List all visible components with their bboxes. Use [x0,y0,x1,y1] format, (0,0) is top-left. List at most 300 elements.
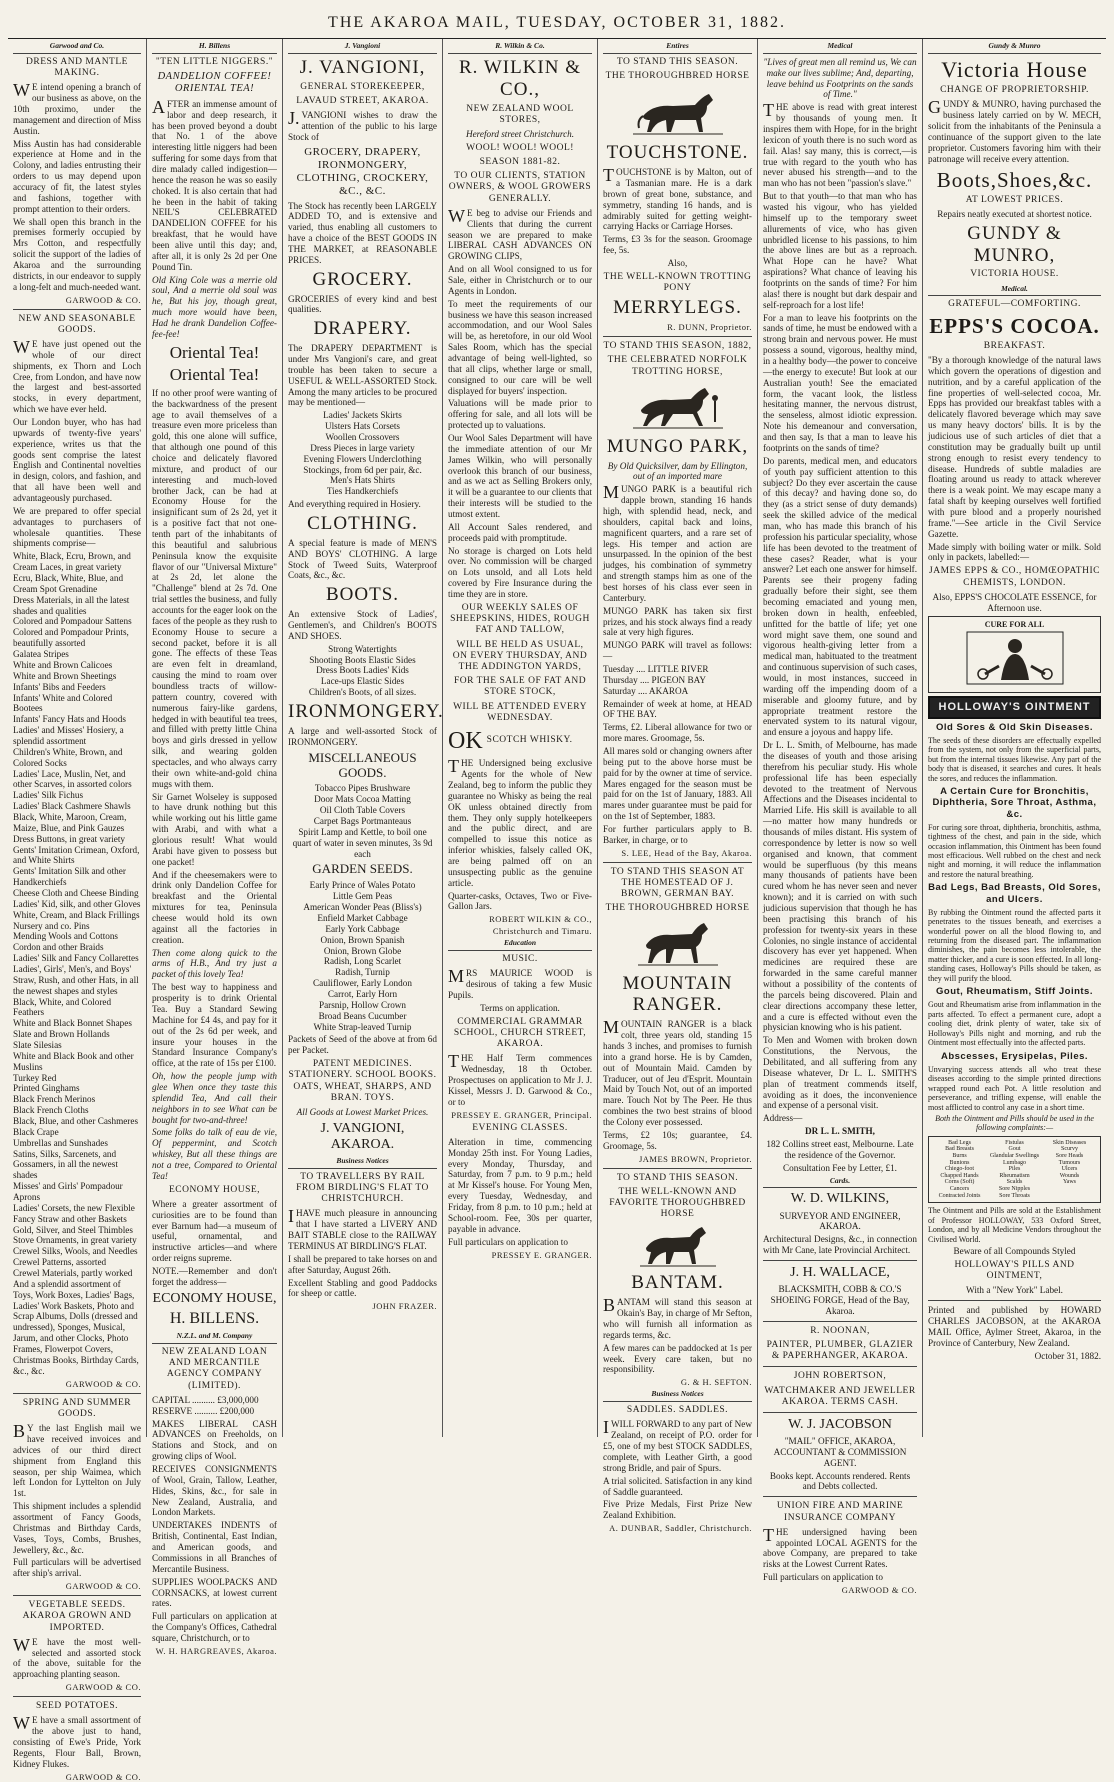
ad-text: SURVEYOR AND ENGINEER, AKAROA. [779,1210,901,1232]
ad-text: The DRAPERY DEPARTMENT is under Mrs Vangioni's care, and great trouble has been taken to secure a USEFUL & WELL-ASSORTED Stock. Among the many articles to be procured may be mentioned— [288,343,437,408]
list-item: White and Black Bonnet Shapes [13,1018,132,1029]
list-item: Ladies' Silk and Fancy Collarettes [13,953,139,964]
list-item: Printed Ginghams [13,1083,80,1094]
list-item: Misses' and Girls' Pompadour Aprons [13,1181,123,1203]
display-title: ECONOMY HOUSE, [152,1290,277,1306]
ad-signature: G. & H. SEFTON. [680,1377,752,1388]
ad-heading: VEGETABLE SEEDS. AKAROA GROWN AND IMPORTED. [22,1600,132,1633]
ad-text: TOUCHSTONE is by Malton, out of a Tasmanian mare. He is a dark brown of great bone, substance, and symmetry, standing 16 hands, and is admirably suited for getting weight-carrying Hacks or Carriage Horses. [603,165,752,232]
complaint-item: Fistulas [1005,1139,1024,1146]
list-item: White, Cream, and Black Frillings [13,909,140,920]
list-item: Gold, Silver, and Steel Thimbles [13,1224,133,1235]
list-item: Crewel Materials, partly worked [13,1268,133,1279]
ad-text: This shipment includes a splendid assortment of Fancy Goods, Christmas and Birthday Cards, Vases, Toys, Combs, Brushes, Jewellery, &c., &c. [13,1501,141,1555]
list-item: Shooting Boots Elastic Sides [309,654,416,665]
column-header: R. Wilkin & Co. [448,41,592,54]
list-item: Cordon and other Braids [13,942,104,953]
ad-heading: DRESS AND MANTLE MAKING. [26,56,128,79]
list-item: Tuesday .... LITTLE RIVER [603,664,709,675]
travel-schedule [603,664,752,697]
section-header: Medical. [928,284,1101,297]
list-item: White and Black Book and other Muslins [13,1050,134,1072]
ad-heading: THE WELL-KNOWN AND FAVORITE THOROUGHBRED HORSE [609,1186,746,1220]
list-item: Ladies', Girls', Men's, and Boys' Straw, Rush, and other Hats, in all the newest shapes and styles [13,963,139,996]
display-title: IRONMONGERY. [288,701,444,722]
complaint-item: Rheumatism [999,1172,1030,1179]
seated-figure-icon [965,630,1065,686]
display-title: MUNGO PARK, [606,435,749,457]
list-item: Ladies' Silk Fichus [13,790,84,801]
ad-heading: WOOL! WOOL! WOOL! [466,142,574,153]
list-item: Crewel Patterns, assorted [13,1257,107,1268]
list-item: Spirit Lamp and Kettle, to boil one quart of water in seven minutes, 3s 9d each [292,826,433,859]
list-item: Fancy Straw and other Baskets [13,1213,127,1224]
ad-text: No storage is charged on Lots held over. No commission will be charged on Lots unsold, and all Lots held covered by Fire Insurance during the time they are in store. [448,545,592,600]
ad-text: J.VANGIONI wishes to draw the attention of the public to his large Stock of [288,108,437,142]
list-item: Black, White, and Colored Feathers [13,996,112,1018]
ad-text: Full particulars on application to [763,1572,883,1583]
ad-text: And if the cheesemakers were to drink only Dandelion Coffee for breakfast and the Oriental mixtures for tea, Peninsula cheese would hold its own against all the factories in creation. [152,869,277,945]
list-item: Little Gem Peas [332,891,393,902]
display-title: J. VANGIONI, [299,56,426,78]
display-title: CLOTHING. [307,513,418,534]
ad-signature: GARWOOD & CO. [65,294,141,305]
ad-heading: "TEN LITTLE NIGGERS." [155,56,274,67]
capital-line: CAPITAL .......... £3,000,000 [152,1394,259,1405]
column-gundy-munro [923,39,1106,1437]
display-title: W. J. JACOBSON [788,1416,892,1432]
ad-heading: TO STAND THIS SEASON, 1882, [603,341,752,352]
display-title: MOUNTAIN RANGER. [622,972,733,1016]
ad-text: Made simply with boiling water or milk. Sold only in packets, labelled:— [928,541,1101,563]
complaint-item: Glandular Swellings [989,1153,1040,1160]
ad-text: MUNGO PARK has taken six first prizes, and his stock always find a ready sale at very high figures. [603,605,752,638]
ad-heading: JOHN ROBERTSON, [793,1371,887,1382]
ad-text: Consultation Fee by Letter, £1. [783,1162,897,1173]
ad-heading: JAMES EPPS & CO., HOMŒOPATHIC CHEMISTS, LONDON. [929,566,1100,588]
display-title: W. D. WILKINS, [790,1191,890,1207]
ad-heading: Old Sores & Old Skin Diseases. [935,721,1094,733]
list-item: Woollen Crossovers [325,431,400,442]
ad-text: But to that youth—to that man who has wasted his vigour, who has yielded himself up to the temporary sweet allurements of vice, who has given unbridled license to his passions, to him the above lines are but as a reproach. What Hope can he have? What aspirations? What chance of leaving his footprints on the sands of time? For him alas! there is nought but dark despair and self-reproach for a lost life! [763,191,917,310]
ad-text: BANTAM will stand this season at Okain's Bay, in charge of Mr Sefton, who will furnish all information as regards terms, &c. [603,1295,752,1340]
ad-text: An extensive Stock of Ladies', Gentlemen's, and Children's BOOTS AND SHOES. [288,609,437,641]
display-title: J. H. WALLACE, [790,1265,890,1281]
ad-text: AFTER an immense amount of labor and deep research, it has been proved beyond a doubt that No. 1 of the above interesting little niggers had been suffering for some days from that dire malady called indigestion—hence the reason he was so easily choked. It is also certain that had he been in the habit of taking NEIL'S CELEBRATED DANDELION COFFEE for his breakfast, that he would have been alive until this day; and, after all, it is only 2s 2d per One Pound Tin. [152,96,277,272]
list-item: Children's Boots, of all sizes. [308,687,417,698]
complaint-item: Sore Heads [1055,1153,1084,1160]
ad-text: Terms, £2. Liberal allowance for two or more mares. Groomage, 5s. [603,722,752,744]
list-item: Lace-ups Elastic Sides [320,676,405,687]
ad-text: RECEIVES CONSIGNMENTS of Wool, Grain, Tallow, Leather, Hides, Skins, &c., for sale in New Zealand, Australia, and London Markets. [152,1464,277,1518]
complaints-column [987,1140,1042,1199]
ad-heading: NEW ZEALAND LOAN AND MERCANTILE AGENCY COMPANY (LIMITED). [161,1347,268,1391]
ad-heading: THE WELL-KNOWN TROTTING PONY [603,271,752,294]
list-item: Tobacco Pipes Brushware [314,783,411,794]
complaint-item: Piles [1008,1166,1021,1173]
ad-heading: GRATEFUL—COMFORTING. [948,299,1081,310]
ad-text: All Account Sales rendered, and proceeds paid with promptitude. [448,521,592,543]
list-item: Broad Beans Cucumber [318,1010,407,1021]
list-item: Crewel Silks, Wools, and Needles [13,1246,138,1257]
list-item: Galatea Stripes [13,649,69,660]
goods-list [13,551,141,1376]
boots-list [288,644,437,698]
ad-heading: NEW ZEALAND WOOL STORES, [466,103,574,125]
ad-text: SUPPLIES WOOLPACKS AND CORNSACKS, at lowest current rates. [152,1576,277,1609]
ad-text: Valuations will be made prior to offering for sale, and all lots will be protected up to valuations. [448,398,592,431]
list-item: And a splendid assortment of Toys, Work Boxes, Ladies' Bags, Ladies' Work Baskets, Photo and Scrap Albums, Dolls (dressed and undressed), Sponges, Musical, Jarum, and other Clocks, Photo Frames, Flowerpot Covers, Christmas Books, Birthday Cards, &c., &c. [13,1278,139,1376]
ad-text: To meet the requirements of our business we have this season increased accommodation, and our Wool Sales will be, as heretofore, in our old Wool Sales Room, which has the special advantage of being well-lighted, so that all clips, whether large or small, consigned to our care will be well displayed for buyers' inspection. [448,298,592,396]
ad-text: WE intend opening a branch of our business as above, on the 10th proximo, under the management and direction of Miss Austin. [13,80,141,136]
display-title: TOUCHSTONE. [606,142,749,164]
misc-list [288,783,437,859]
ad-text: WE have the most well-selected and assorted stock of the above, suitable for the approaching planting season. [13,1634,141,1680]
column-header: Gundy & Munro [928,41,1101,54]
ad-text: MRS MAURICE WOOD is desirous of taking a few Music Pupils. [448,966,592,1001]
list-item: Umbrellas and Sunshades [13,1137,108,1148]
ad-heading: ECONOMY HOUSE, [168,1184,261,1195]
ad-text: THE Undersigned being exclusive Agents for the whole of New Zealand, beg to inform the public they guarantee no Whisky as being the real OK unless obtained directly from them. They only supply hotelkeepers and the public direct, and are compelled to issue this notice as inferior whiskies, falsely called OK, are being palmed off on an unsuspecting public as the genuine article. [448,756,592,888]
display-title: Oriental Tea! [169,365,260,385]
ad-text: For further particulars apply to B. Barker, in charge, or to [603,824,752,845]
column-billens [147,39,283,1656]
ad-heading: SEASON 1881-82. [479,157,561,167]
complaint-item: Skin Diseases [1052,1139,1087,1146]
list-item: Ecru, Black, White, Blue, and Cream Spot Grenadine [13,573,124,594]
ad-address: Hereford street Christchurch. [465,128,575,139]
list-item: Ladies' and Misses' Hosiery, a splendid assortment [13,725,124,746]
complaint-item: Sore Throats [999,1192,1030,1199]
display-title: GROCERY. [312,268,413,290]
columns [8,39,1106,1782]
complaints-column [932,1140,987,1199]
complaint-item: Scalds [1006,1179,1023,1186]
ad-text: The Stock has recently been LARGELY ADDED TO, and is extensive and varied, thus enabling all customers to have a choice of the BEST GOODS IN THE MARKET, at REASONABLE PRICES. [288,200,437,265]
list-item: Strong Watertights [328,643,397,654]
ad-signature: JOHN FRAZER. [372,1301,437,1312]
ad-heading: MUSIC. [502,954,538,965]
ad-text: The seeds of these disorders are effectually expelled from the system, not only from the superficial parts, but from the internal tissues likewise. Any part of the body that is diseased, it searches and cures. It heals the sores, and reduces the inflammation. [928,735,1101,783]
list-item: Children's White, Brown, and Colored Socks [13,746,123,768]
masthead: THE AKAROA MAIL, TUESDAY, OCTOBER 31, 1882. [8,8,1106,39]
complaints-column [1042,1140,1097,1199]
display-title: BANTAM. [631,1272,724,1294]
ad-heading: TO OUR CLIENTS, STATION OWNERS, & WOOL GROWERS GENERALLY. [448,171,592,204]
ad-heading: TO STAND THIS SEASON AT THE HOMESTEAD OF J. BROWN, GERMAN BAY. [610,866,745,900]
ad-text: "MAIL" OFFICE, AKAROA, ACCOUNTANT & COMMISSION AGENT. [773,1436,907,1468]
column-entires [598,39,758,1534]
list-item: White and Brown Sheetings [13,670,117,681]
ad-heading: LAVAUD STREET, AKAROA. [296,95,429,106]
list-item: Early Prince of Wales Potato [309,880,416,891]
complaint-item: Sore Nipples [998,1186,1031,1193]
list-item: Infants' White and Colored Bootees [13,692,113,714]
ad-heading: A Certain Cure for Bronchitis, Diphtheria, Sore Throat, Asthma, &c. [932,786,1097,820]
list-item: Satins, Silks, Sarcenets, and Gossamers, in all the newest shades [13,1148,118,1181]
column-header: Entires [603,41,752,54]
ad-signature: S. LEE, Head of the Bay, Akaroa. [621,847,752,858]
ad-heading: TO STAND THIS SEASON. [616,1172,739,1183]
column-medical [758,39,923,1595]
ad-signature: Christchurch and Timaru. [492,926,592,937]
list-item: Black, Blue, and other Cashmeres [13,1116,139,1127]
list-item: Enfield Market Cabbage [317,912,408,923]
column-header: Garwood and Co. [13,41,141,54]
ad-heading: OUR WEEKLY SALES OF SHEEPSKINS, HIDES, ROUGH FAT AND TALLOW, [450,602,590,636]
ad-text: For a man to leave his footprints on the sands of time, he must be endowed with a strong brain and nervous power. He must possess a sound, vigorous, healthy mind, in a healthy body—the power to conceive—the energy to execute! But look at our Australian youth! See the emaciated form, the vacant look, the listless hesitating manner, the nervous distrust, the senseless, almost idiotic expression. Note his demeanour and conversation, and then say, Is that a man to leave his footprints on the sands of time? [763,312,917,453]
display-title: BOOTS. [325,584,400,606]
display-title: OK [448,727,483,754]
list-item: Carrot, Early Horn [327,988,398,999]
complaint-item: Contracted Joints [938,1192,981,1199]
ad-heading: DANDELION COFFEE! ORIENTAL TEA! [157,71,272,95]
list-item: Parsnip, Hollow Crown [318,999,407,1010]
ad-text: Excellent Stabling and good Paddocks for sheep or cattle. [288,1277,437,1299]
section-header: Education [448,938,592,951]
horse-illustration-icon [640,1224,716,1268]
ad-heading: VICTORIA HOUSE. [970,269,1059,280]
display-title: GUNDY & MUNRO, [967,222,1062,266]
list-item: Cheese Cloth and Cheese Binding [13,887,139,898]
display-title: J. VANGIONI, AKAROA. [320,1120,405,1152]
ad-heading: Abscesses, Erysipelas, Piles. [940,1050,1089,1062]
ad-text: Repairs neatly executed at shortest notice. [937,208,1092,219]
column-vangioni [283,39,443,1437]
list-item: White, Black, Ecru, Brown, and Cream Laces, in great variety [13,551,131,573]
ad-text: Full particulars will be advertised after ship's arrival. [13,1557,141,1579]
column-garwood [8,39,147,1782]
display-title: MISCELLANEOUS GOODS. [308,749,417,780]
complaint-item: Chiego-foot [945,1166,974,1173]
ad-text: WE have just opened out the whole of our direct shipments, ex Thorn and Loch Cree, from London, and have now the largest and best-assorted stocks, in every department, which we have ever held. [13,337,141,415]
complaint-item: Scurvy [1061,1146,1078,1153]
list-item: Thursday .... PIGEON BAY [603,674,707,685]
complaint-item: Bunions [949,1159,970,1166]
ad-text: Packets of Seed of the above at from 6d per Packet. [288,1034,437,1056]
list-item: Black French Cloths [13,1105,89,1116]
emblem-caption: CURE FOR ALL [984,620,1045,630]
ad-heading: UNION FIRE AND MARINE INSURANCE COMPANY [776,1501,904,1523]
ad-heading: R. NOONAN, [810,1325,870,1336]
ad-text: Address— [763,1113,803,1124]
list-item: Infants' Fancy Hats and Hoods [13,714,126,725]
ad-text: Gout and Rheumatism arise from inflammation in the parts affected. To effect a permanent cure, adopt a cooling diet, drink plenty of water, take six of Holloway's Pills night and morning, and rub the Ointment most effectually into the affected parts. [928,1000,1101,1048]
list-item: Infants' Bibs and Feeders [13,681,106,692]
ad-heading: CHANGE OF PROPRIETORSHIP. [940,85,1089,96]
display-title: DRAPERY. [313,318,412,340]
ad-text: Do parents, medical men, and educators of youth pay sufficient attention to this subject? Do they ever ascertain the cause of this decay? and having done so, do they (as a strict sense of duty demands) seek the skilled advice of the medical man, who has made this branch of his profession his particular speciality, whose life has been devoted to the treatment of these cases? Reader, what is your answer? Let each one answer for himself. Parents see their progeny fading gradually before their sight, see them becoming emaciated and young men, broken down in health, enfeebled, unfitted for the battle of life; yet one word might save them, one sound and vigorous health-giving letter from a medical man, habituated to the treatment and continuous supervision of such cases, would, in most instances, succeed in warding off the impending doom of a miserable and gloomy future, and by appropriate treatment restore the enervated system to its natural vigour, and ensure a joyous and happy life. [763,455,917,738]
ad-text: THE undersigned having been appointed LOCAL AGENTS for the above Company, are prepared to take risks at the Lowest Current Rates. [763,1524,917,1570]
ad-heading: HOLLOWAY'S PILLS AND OINTMENT, [954,1259,1075,1282]
ad-text: With a "New York" Label. [966,1285,1063,1296]
ad-text: Dr L. L. Smith, of Melbourne, has made the diseases of youth and those arising therefrom his peculiar study. His whole professional life has been especially devoted to the treatment of Nervous Affections and the Diseases incidental to Married Life. His skill is available to all—no matter how many hundreds or thousands of miles distant. His system of correspondence by letter is now so well organised and known, that comment would be superfluous (by this means many thousands of patients have been cured whom he has never seen and never known); and it is carried on with such judicious supervision that though he has been practising this branch of his profession for twenty-six years in these Colonies, no single instance of accidental discovery has ever yet happened. When medicines are required these are forwarded in the same careful manner without a possibility of the contents of the parcels being discovered. Plain and clear directions accompany these letter, and a cure is effected without even the physician knowing who is his patient. [763,740,917,1033]
list-item: Black French Merinos [13,1094,96,1105]
list-item: Black Crape [13,1126,59,1137]
ad-heading: SCOTCH WHISKY. [486,735,573,746]
complaint-item: Tumours [1058,1159,1081,1166]
ad-text: Miss Austin has had considerable experience at Home and in the Colony, and ladies entrusting their orders to us may depend upon accuracy of fit, the latest styles and fashions, together with prompt attention to their orders. [13,138,141,214]
list-item: Colored and Pompadour Prints, beautifully assorted [13,627,129,649]
ad-text: All mares sold or changing owners after being put to the above horse must be paid for by the owner at time of service. Mares engaged for the season must be paid for on the 1st of January, 1883. All mares under guarantee must be paid for on the 1st of September, 1883. [603,746,752,822]
list-item: Slate and Brown Hollands [13,1029,110,1040]
list-item: Ladies' Lace, Muslin, Net, and other Scarves, in assorted colors [13,768,132,790]
complaints-table [928,1136,1101,1203]
list-item: Turkey Red [13,1072,57,1083]
list-item: Ladies' Black Cashmere Shawls [13,801,131,812]
list-item: Stockings, from 6d per pair, &c. [303,464,422,475]
ad-text: Where a greater assortment of curiosities are to be found than ever Barnum had—a museum of useful, ornamental, and instructive articles—and where order reigns supreme. [152,1198,277,1264]
ad-text: Books kept. Accounts rendered. Rents and Debts collected. [769,1470,911,1492]
ad-heading: Gout, Rheumatism, Stiff Joints. [936,986,1093,998]
ad-text: To Men and Women with broken down Constitutions, the Nervous, the Debilitated, and all suffering from any Disease whatever, Dr L. L. SMITH'S plan of treatment commends itself, avoiding as it does, the inconvenience and expense of a personal visit. [763,1035,917,1111]
list-item: Ties Handkerchiefs [326,486,399,497]
horse-illustration-icon [638,919,718,969]
list-item: Dress Boots Ladies' Kids [316,665,409,676]
ad-signature: GARWOOD & CO. [65,1378,141,1389]
list-item: Colored and Pompadour Sattens [13,616,132,627]
ad-heading: THE THOROUGHBRED HORSE [605,903,750,914]
ad-heading: EVENING CLASSES. [472,1122,568,1133]
ad-text: Also, EPPS'S CHOCOLATE ESSENCE, for Afternoon use. [932,591,1097,613]
ad-heading: THE CELEBRATED NORFOLK TROTTING HORSE, [607,355,748,377]
list-item: Radish, Long Scarlet [323,956,402,967]
ad-signature: R. DUNN, Proprietor. [667,322,752,333]
ad-text: Full particulars on application to [448,1236,568,1247]
ad-signature: GARWOOD & CO. [65,1771,141,1782]
complaint-item: Bad Breasts [945,1146,974,1153]
ad-heading: AT LOWEST PRICES. [965,194,1064,205]
list-item: Dress Materials, in all the latest shades and qualities [13,594,130,616]
ad-text: By Old Quicksilver, dam by Ellington, out of an imported mare [607,460,748,482]
ad-text: Quarter-casks, Octaves, Two or Five-Gallon Jars. [448,890,592,912]
seeds-list [288,880,437,1032]
verse: "Lives of great men all remind us, We can make our lives sublime; And, departing, leave behind us Footprints on the sands of Time." [763,56,917,100]
list-item: Door Mats Cocoa Matting [314,794,411,805]
ad-text: BY the last English mail we have received invoices and advices of our third direct shipment from England this season, per ship Waimea, which left London for Lyttelton on July 1st. [13,1421,141,1499]
ad-text: IHAVE much pleasure in announcing that I have started a LIVERY AND BAIT STABLE close to the RAILWAY TERMINUS AT BIRDLING'S FLAT. [288,1206,437,1252]
list-item: White and Brown Calicoes [13,659,113,670]
ad-text: By rubbing the Ointment round the affected parts it penetrates to the tissues beneath, and exercises a wonderful power on all the blood flowing to, and returning from the diseased part. The inflammation diminishes, the pain becomes less intolerable, the matter thicker, and a cure is soon effected. In all long-standing cases, Holloway's Pills should be taken, as they will purify the blood. [928,907,1101,983]
ad-heading: GROCERY, DRAPERY, IRONMONGERY, CLOTHING, CROCKERY, &C., &C. [296,145,429,197]
reserve-line: RESERVE .......... £200,000 [152,1405,255,1416]
display-title: Boots,Shoes,&c. [936,167,1093,192]
complaint-item: Corns (Soft) [944,1179,975,1186]
section-header: Business Notices [603,1389,752,1402]
ad-text: GROCERIES of every kind and best qualities. [288,293,437,315]
list-item: Cauliflower, Early London [313,978,412,989]
ad-text: Our Wool Sales Department will have the immediate attention of our Mr James Wilkin, who will personally overlook this branch of our business, and as we act as Selling Brokers only, it will be a guarantee to our clients that their interests will be studied to the utmost extent. [448,433,592,520]
ad-heading: BREAKFAST. [983,340,1046,351]
ad-text: Terms on application. [480,1002,560,1013]
ad-text: A large and well-assorted Stock of IRONMONGERY. [288,725,437,747]
ad-text: The best way to happiness and prosperity is to drink Oriental Tea. Buy a Standard Sewing Machine for £4 4s, and pay for it out of the 2s 6d per week, and insure your houses in the Standard Insurance Company's office, at the rate of 15s per £100. [152,982,277,1069]
ad-signature: A. DUNBAR, Saddler, Christchurch. [609,1523,752,1534]
list-item: Oil Cloth Table Covers [319,805,406,816]
ad-text: NOTE.—Remember and don't forget the address— [152,1266,277,1287]
ad-text: WE have a small assortment of the above just to hand, consisting of Ewe's Pride, York Regents, Flour Ball, Brown, Kidney Flukes. [13,1713,141,1769]
complaint-item: Burns [952,1153,967,1160]
ad-text: Remainder of week at home, at HEAD OF THE BAY. [603,698,752,720]
imprint: Printed and published by HOWARD CHARLES JACOBSON, at the AKAROA MAIL Office, Aylmer Street, Akaroa, in the Province of Canterbury, New Zealand. [928,1305,1101,1348]
ad-text: MAKES LIBERAL CASH ADVANCES on Freeholds, on Stations and Stock, and on growing clips of Wool. [152,1418,277,1462]
ad-heading: PAINTER, PLUMBER, GLAZIER & PAPERHANGER, AKAROA. [766,1339,914,1362]
ad-text: Alteration in time, commencing Monday 25th inst. For Young Ladies, every Monday, Thursday, and Saturday, from 7 p.m. to 9 p.m.; held at Mr Kissel's house. For Young Men, every Tuesday, Wednesday, and Friday, from 8 p.m. to 10 p.m.; held at School-room. Fee, 30s per quarter, payable in advance. [448,1136,592,1234]
imprint-date: October 31, 1882. [1034,1350,1101,1361]
ad-text: I shall be prepared to take horses on and after Saturday, August 26th. [288,1253,437,1275]
column-header: H. Billens [152,41,277,54]
display-title: MERRYLEGS. [613,297,742,319]
section-header: Cards. [763,1176,917,1189]
ad-text: Terms, £3 3s for the season. Groomage fee, 5s. [603,234,752,256]
display-title: GARDEN SEEDS. [312,861,413,877]
complaint-item: Ulcers [1061,1166,1078,1173]
column-wilkin [443,39,598,1437]
ad-text: And everything required in Hosiery. [288,499,421,510]
column-header: J. Vangioni [288,41,437,54]
ad-heading: WILL BE ATTENDED EVERY WEDNESDAY. [453,701,587,723]
holloway-emblem [928,616,1101,692]
list-item: Onion, Brown Globe [323,945,402,956]
complaint-item: Bad Legs [948,1139,971,1146]
list-item: Onion, Brown Spanish [320,934,405,945]
ad-text: Sir Garnet Wolseley is supposed to have drunk nothing but this while working out his little game with Arabi, and with what a glorious result! What would Arabi have given to possess but one packet! [152,791,277,867]
ad-signature: JAMES BROWN, Proprietor. [638,1153,752,1164]
ad-text: UNDERTAKES INDENTS of British, Continental, East Indian, and American goods, and Commissions in all Branches of Mercantile Business. [152,1520,277,1574]
list-item: Ulsters Hats Corsets [324,421,401,432]
ad-signature: W. H. HARGREAVES, Akaroa. [155,1645,277,1656]
verse: Oh, how the people jump with glee When once they taste this splendid Tea, And call their neighbors in to see What can be bought for two-and-three! [152,1071,277,1125]
list-item: Radish, Turnip [335,967,390,978]
ad-heading: SADDLES. SADDLES. [626,1405,729,1416]
horse-illustration-icon [633,86,723,138]
ad-heading: PATENT MEDICINES. STATIONERY. SCHOOL BOOKS. OATS, WHEAT, SHARPS, AND BRAN. TOYS. [288,1059,437,1103]
list-item: Slate Silesias [13,1040,62,1050]
ad-heading: NEW AND SEASONABLE GOODS. [18,313,136,335]
ad-heading: COMMERCIAL GRAMMAR SCHOOL, CHURCH STREET, AKAROA. [453,1016,587,1050]
list-item: American Wonder Peas (Bliss's) [303,902,422,913]
ad-text: Beware of all Compounds Styled [953,1245,1076,1256]
ad-heading: WATCHMAKER AND JEWELLER AKAROA. TERMS CASH. [764,1385,916,1407]
list-item: Men's Hats Shirts [330,475,395,486]
ad-text: Our London buyer, who has had upwards of twenty-five years' experience, writes us that the goods sent comprise the latest English and Continental novelties in design, colors, and fashion, and that all have been well and advantageously purchased. [13,417,141,504]
section-header: N.Z.L. and M. Company [152,1331,277,1344]
complaint-item: Cancers [949,1186,970,1193]
list-item: Ladies' Corsets, the new Flexible [13,1202,135,1213]
display-title: Oriental Tea! [169,342,260,362]
verse: Some folks do talk of eau de vie, Of peppermint, and Scotch whiskey, But all these things are not a tree, Compared to Oriental Tea! [152,1127,277,1181]
ad-text: WE beg to advise our Friends and Clients that during the current season we are prepared to make LIBERAL CASH ADVANCES ON GROWING CLIPS, [448,205,592,262]
complaint-item: Chapped Hands [940,1172,979,1179]
ad-heading: TO STAND THIS SEASON. [616,56,739,67]
list-item: Dress Buttons, in great variety [13,833,126,844]
doctor-name: DR L. L. SMITH, [805,1126,875,1137]
ad-signature: GARWOOD & CO. [65,1682,141,1693]
ad-text: "By a thorough knowledge of the natural laws which govern the operations of digestion and nutrition, and by a careful application of the fine properties of well-selected cocoa, Mr. Epps has provided our breakfast tables with a delicately flavored beverage which may save us many heavy doctors' bills. It is by the judicious use of such articles of diet that a constitution may be gradually built up until strong enough to resist every tendency to disease. Hundreds of subtle maladies are floating around us ready to attack wherever there is a weak point. We may escape many a fatal shaft by keeping ourselves well fortified with pure blood and a properly nourished frame."—See article in the Civil Service Gazette. [928,354,1101,539]
ad-text: If no other proof were wanting of the backwardness of the present age to avail themselves of a treasure even more priceless than gold, this one alone will suffice, that although one pound of this choice and delicately flavored mixture, and product of our interesting and much-loved brother Jack, can be had at Economy House for the insignificant sum of 2s 2d, yet it is a positive fact that not one-tenth part of the inhabitants of this beautiful and salubrious Peninsula know the exquisite flavor of our "Universal Mixture" at 2s 2d, let alone the "Challenge" blend at 2s 7d. One trial settles the business, and fully accounts for the eager look on the faces of the people as they rush to Economy House to secure a second packet, before it is all gone. The effects of these Teas are even felt in dreamland, causing the mind to roam over boundless tracts of willow-pattern country, covered with numerous fairy-like gardens, hedged in with beautiful tea trees, and filled with pretty little China boys and girls dressed in yellow silk, and wearing golden spectacles, and who always carry their own white-and-gold china mugs with them. [152,387,277,789]
list-item: Gents' Imitation Crimean, Oxford, and White Shirts [13,844,140,866]
list-item: Black, White, Maroon, Cream, Maize, Blue, and Pink Gauzes [13,811,127,833]
section-header: Business Notices [288,1156,437,1169]
ad-heading: GENERAL STOREKEEPER, [300,81,425,92]
ad-text: Unvarying success attends all who treat these diseases according to the simple printed directions wrapped round each Pot. A little resolution and perseverance, and trifling expense, will enable the most afflicted to control any case in a short time. [928,1064,1101,1112]
ad-signature: PRESSEY E. GRANGER. [491,1249,592,1260]
ad-text: Full particulars on application at the Company's Offices, Cathedral square, Christchurch, or to [152,1611,277,1643]
list-item: Evening Flowers Underclothing [303,453,422,464]
list-item: Dress Pieces in large variety [310,442,415,453]
ad-text: Five Prize Medals, First Prize New Zealand Exhibition. [603,1499,752,1521]
list-item: Mending Wools and Cottons [13,931,119,942]
